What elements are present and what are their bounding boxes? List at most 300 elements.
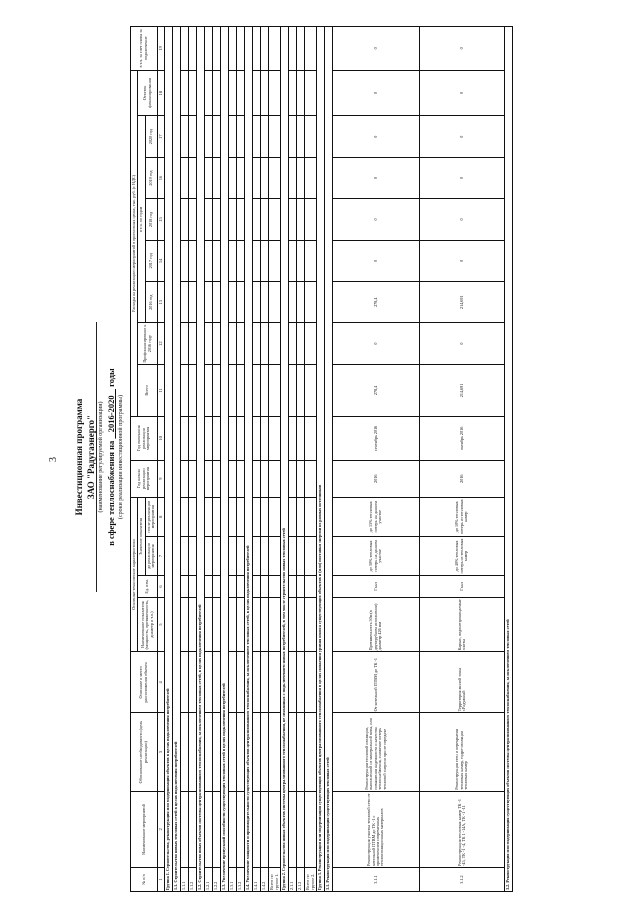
empty-cell: [229, 652, 237, 713]
empty-cell: [253, 417, 261, 461]
empty-cell: [205, 417, 213, 461]
empty-cell: [181, 597, 189, 651]
empty-cell: [305, 576, 317, 598]
empty-cell: [205, 460, 213, 497]
col-remaining: Остаток финансирования: [138, 70, 157, 116]
col-before: до реализации мероприятия: [145, 536, 157, 575]
empty-cell: [205, 576, 213, 598]
empty-cell: [297, 791, 305, 867]
col-incl-years: в т.ч. по годам: [138, 116, 145, 323]
empty-cell: [205, 70, 213, 116]
empty-cell: [229, 713, 237, 791]
empty-cell: [297, 199, 305, 240]
empty-cell: [213, 116, 221, 157]
group-label: Группа 3. Реконструкция или модернизация существующих объектов централизованного теплоснабжения в целях снижения уровня износа существующих объектов и (или) поставки энергии из разных источников: [316, 27, 324, 892]
empty-cell: [297, 70, 305, 116]
empty-cell: [229, 417, 237, 461]
empty-cell: [305, 597, 317, 651]
empty-cell: [229, 597, 237, 651]
empty-cell: [237, 323, 245, 364]
empty-cell: [181, 323, 189, 364]
investment-table: [130, 26, 513, 892]
group-label: 3.1. Реконструкция или модернизация существующих тепловых сетей: [324, 27, 332, 892]
empty-cell: [261, 597, 269, 651]
empty-cell: [181, 536, 189, 575]
column-number: 10: [157, 417, 165, 461]
empty-cell: [261, 70, 269, 116]
sphere-prefix: в сфере теплоснабжения на: [106, 440, 116, 546]
cell-remaining: 0: [419, 70, 504, 116]
empty-cell: [269, 157, 281, 198]
group-label: 1.3. Увеличение пропускной способности существующих тепловых сетей в целях подключения потребителей: [221, 27, 229, 892]
empty-cell: [189, 713, 197, 791]
cell-location: Территория жилой зоны г.Радужный: [419, 652, 504, 713]
empty-cell: [213, 282, 221, 323]
column-number: 4: [157, 652, 165, 713]
empty-cell: [305, 791, 317, 867]
empty-cell: [205, 157, 213, 198]
cell-no: 3.1.2: [419, 868, 504, 892]
empty-cell: [253, 364, 261, 416]
group-row: [165, 27, 173, 892]
empty-cell: [205, 364, 213, 416]
empty-cell: [229, 240, 237, 281]
empty-cell: [297, 576, 305, 598]
empty-cell: [253, 497, 261, 536]
empty-cell: [269, 364, 281, 416]
empty-cell: [269, 652, 281, 713]
empty-cell: [289, 323, 297, 364]
empty-cell: [253, 116, 261, 157]
empty-cell: [237, 70, 245, 116]
column-number: 18: [157, 70, 165, 116]
empty-cell: [237, 597, 245, 651]
empty-cell: [289, 157, 297, 198]
empty-cell: [297, 27, 305, 71]
group-label: 3.2. Реконструкция или модернизация существующих объектов системы централизованного теплоснабжения, за исключением тепловых сетей: [504, 27, 512, 892]
empty-cell: [189, 497, 197, 536]
empty-cell: [229, 536, 237, 575]
empty-cell: [205, 27, 213, 71]
group-row: [253, 27, 261, 892]
empty-cell: [213, 597, 221, 651]
cell-y2018: 0: [332, 199, 419, 240]
empty-cell: [289, 364, 297, 416]
col-end-year: Год окончания реализации мероприятия: [131, 417, 158, 461]
column-number: 11: [157, 364, 165, 416]
col-no: № п/п: [131, 868, 158, 892]
empty-cell: [297, 652, 305, 713]
sphere-line: [106, 22, 116, 892]
empty-cell: [305, 652, 317, 713]
empty-cell: [305, 116, 317, 157]
cell-y2020: 0: [332, 116, 419, 157]
cell-y2020: 0: [419, 116, 504, 157]
organization-name: ЗАО "Радугаэнерго": [86, 414, 96, 500]
cell-borrowed: 0: [332, 27, 419, 71]
empty-cell: [261, 240, 269, 281]
page-number: 3: [48, 457, 59, 462]
column-number: 3: [157, 713, 165, 791]
empty-cell: [189, 536, 197, 575]
empty-cell: [189, 157, 197, 198]
empty-cell: [261, 116, 269, 157]
column-number: 6: [157, 576, 165, 598]
empty-cell: [289, 282, 297, 323]
cell-financed: 0: [419, 323, 504, 364]
empty-cell: [289, 460, 297, 497]
empty-cell: [181, 157, 189, 198]
col-2017: 2017 год: [145, 240, 157, 281]
cell-name: Реконструкция тепловых камер ТК -1 -45, ТК -1 -4, ТК 1 -14А, ТК -1 -11: [419, 791, 504, 867]
empty-cell: [269, 199, 281, 240]
empty-cell: [213, 323, 221, 364]
table-row: [332, 27, 419, 892]
empty-cell: [189, 323, 197, 364]
empty-cell: [253, 536, 261, 575]
col-2016: 2016 год: [145, 282, 157, 323]
empty-cell: [189, 597, 197, 651]
empty-cell: [305, 536, 317, 575]
empty-cell: [205, 597, 213, 651]
empty-cell: [205, 791, 213, 867]
empty-cell: [269, 497, 281, 536]
group-row: [197, 27, 205, 892]
column-number: 2: [157, 791, 165, 867]
group-label: 1.3.1: [229, 868, 237, 892]
empty-cell: [297, 364, 305, 416]
empty-cell: [213, 791, 221, 867]
group-row: [205, 27, 213, 892]
empty-cell: [213, 364, 221, 416]
empty-cell: [253, 199, 261, 240]
cell-unit: Гкал: [332, 576, 419, 598]
empty-cell: [181, 364, 189, 416]
cell-start: 2016: [419, 460, 504, 497]
empty-cell: [189, 70, 197, 116]
empty-cell: [237, 417, 245, 461]
group-label: 1.1. Строительство новых тепловых сетей в целях подключения потребителей: [173, 27, 181, 892]
col-tech-unit: Ед. изм.: [138, 576, 157, 598]
cell-after: до 15% тепловых потерь на данном участке: [332, 497, 419, 536]
empty-cell: [289, 199, 297, 240]
empty-cell: [237, 652, 245, 713]
empty-cell: [229, 27, 237, 71]
empty-cell: [213, 27, 221, 71]
empty-cell: [189, 460, 197, 497]
group-row: [213, 27, 221, 892]
group-label: Группа 2. Строительство новых объектов системы централизованного теплоснабжения, не связанных с подключением новых потребителей, в том числе строительство новых тепловых сетей: [281, 27, 289, 892]
group-row: [245, 27, 253, 892]
group-label: Группа 1. Строительство, реконструкция или модернизация объектов в целях подключения потребителей: [165, 27, 173, 892]
empty-cell: [305, 460, 317, 497]
org-underline: [96, 322, 97, 592]
empty-cell: [229, 282, 237, 323]
column-number: 9: [157, 460, 165, 497]
group-row: [324, 27, 332, 892]
empty-cell: [229, 70, 237, 116]
cell-end: октябрь 2016: [419, 417, 504, 461]
empty-cell: [253, 652, 261, 713]
cell-y2019: 0: [332, 157, 419, 198]
cell-y2017: 0: [419, 240, 504, 281]
col-financed: Профинансировано к 2016 году: [138, 323, 157, 364]
table-row: [419, 27, 504, 892]
cell-y2018: 0: [419, 199, 504, 240]
group-label: 1.2.2: [213, 868, 221, 892]
empty-cell: [189, 27, 197, 71]
empty-cell: [305, 157, 317, 198]
cell-name: Реконструкция участка тепловой сети от котельной ПТВМ до ТК -1 с применением современных теплоизоляционных материалов: [332, 791, 419, 867]
empty-cell: [205, 116, 213, 157]
empty-cell: [253, 27, 261, 71]
group-label: 1.2.1: [205, 868, 213, 892]
empty-cell: [253, 791, 261, 867]
column-number: 8: [157, 497, 165, 536]
group-row: [289, 27, 297, 892]
cell-end: сентябрь 2016: [332, 417, 419, 461]
group-row: [504, 27, 512, 892]
empty-cell: [297, 713, 305, 791]
group-row: [221, 27, 229, 892]
column-number: 19: [157, 27, 165, 71]
empty-cell: [253, 240, 261, 281]
empty-cell: [269, 116, 281, 157]
empty-cell: [297, 536, 305, 575]
empty-cell: [213, 199, 221, 240]
group-label: 2.1.1: [289, 868, 297, 892]
column-number: 7: [157, 536, 165, 575]
empty-cell: [289, 27, 297, 71]
empty-cell: [237, 27, 245, 71]
col-costs: Расходы на реализацию мероприятий в прогнозных ценах, тыс. руб. (с НДС): [131, 70, 138, 416]
empty-cell: [213, 240, 221, 281]
empty-cell: [213, 536, 221, 575]
empty-cell: [189, 116, 197, 157]
empty-cell: [305, 713, 317, 791]
cell-borrowed: 0: [419, 27, 504, 71]
empty-cell: [297, 323, 305, 364]
empty-cell: [181, 240, 189, 281]
col-after: после реализации мероприятия: [145, 497, 157, 536]
empty-cell: [261, 536, 269, 575]
column-number: 1: [157, 868, 165, 892]
empty-cell: [289, 652, 297, 713]
empty-cell: [261, 460, 269, 497]
empty-cell: [269, 282, 281, 323]
empty-cell: [229, 497, 237, 536]
col-tech-name: Наименование показателя (мощность, протяженность, диаметр и т.п.): [138, 597, 157, 651]
empty-cell: [229, 323, 237, 364]
group-row: [316, 27, 324, 892]
empty-cell: [269, 597, 281, 651]
empty-cell: [205, 240, 213, 281]
empty-cell: [181, 713, 189, 791]
empty-cell: [213, 417, 221, 461]
empty-cell: [189, 282, 197, 323]
empty-cell: [181, 497, 189, 536]
col-borrowed: в т.ч. за счет платы за подключение: [131, 27, 158, 71]
empty-cell: [269, 791, 281, 867]
empty-cell: [205, 323, 213, 364]
empty-cell: [205, 713, 213, 791]
empty-cell: [297, 157, 305, 198]
column-number: 17: [157, 116, 165, 157]
empty-cell: [213, 157, 221, 198]
cell-basis: Реконструкция стен и перекрытия тепловых камер, гидро-изоляции тепловых камер: [419, 713, 504, 791]
empty-cell: [229, 199, 237, 240]
empty-cell: [289, 497, 297, 536]
cell-total: 214,691: [419, 364, 504, 416]
empty-cell: [261, 576, 269, 598]
empty-cell: [213, 497, 221, 536]
empty-cell: [289, 791, 297, 867]
empty-cell: [297, 282, 305, 323]
empty-cell: [297, 240, 305, 281]
empty-cell: [305, 199, 317, 240]
empty-cell: [237, 116, 245, 157]
cell-before: до 40% тепловых потерь из тепловых камер: [419, 536, 504, 575]
empty-cell: [261, 323, 269, 364]
empty-cell: [305, 282, 317, 323]
empty-cell: [237, 713, 245, 791]
column-number: 15: [157, 199, 165, 240]
program-period: 2016-2020: [106, 395, 116, 433]
empty-cell: [189, 199, 197, 240]
cell-start: 2016: [332, 460, 419, 497]
col-2018: 2018 год: [145, 199, 157, 240]
column-number: 12: [157, 323, 165, 364]
empty-cell: [189, 364, 197, 416]
empty-cell: [237, 364, 245, 416]
empty-cell: [253, 576, 261, 598]
empty-cell: [237, 240, 245, 281]
empty-cell: [237, 199, 245, 240]
empty-cell: [297, 597, 305, 651]
empty-cell: [297, 497, 305, 536]
empty-cell: [181, 282, 189, 323]
empty-cell: [253, 597, 261, 651]
empty-cell: [229, 116, 237, 157]
empty-cell: [269, 713, 281, 791]
column-number: 5: [157, 597, 165, 651]
rotated-sheet: [68, 22, 528, 892]
group-label: 1.4.2: [261, 868, 269, 892]
empty-cell: [181, 460, 189, 497]
empty-cell: [261, 199, 269, 240]
empty-cell: [181, 27, 189, 71]
empty-cell: [269, 417, 281, 461]
empty-cell: [237, 536, 245, 575]
empty-cell: [305, 497, 317, 536]
group-row: [229, 27, 237, 892]
empty-cell: [181, 417, 189, 461]
cell-basis: Реконструкция тепловой изоляции, выполненной из минеральной ваты, или повышения надежности и качества теплоснабжения, снижение потерь тепловой энергии при ее передаче: [332, 713, 419, 791]
program-title: Инвестиционная программа: [74, 398, 84, 516]
empty-cell: [189, 417, 197, 461]
empty-cell: [189, 240, 197, 281]
empty-cell: [269, 460, 281, 497]
empty-cell: [305, 70, 317, 116]
empty-cell: [229, 791, 237, 867]
empty-cell: [237, 497, 245, 536]
empty-cell: [237, 282, 245, 323]
column-number: 13: [157, 282, 165, 323]
group-row: [297, 27, 305, 892]
column-number-row: [157, 27, 165, 892]
empty-cell: [237, 576, 245, 598]
empty-cell: [189, 652, 197, 713]
group-row: [305, 27, 317, 892]
empty-cell: [297, 417, 305, 461]
cell-y2016: 214,691: [419, 282, 504, 323]
empty-cell: [237, 157, 245, 198]
col-tech: Основные технические характеристики: [131, 497, 138, 652]
empty-cell: [181, 652, 189, 713]
empty-cell: [261, 791, 269, 867]
empty-cell: [181, 199, 189, 240]
cell-y2019: 0: [419, 157, 504, 198]
group-row: [181, 27, 189, 892]
empty-cell: [213, 460, 221, 497]
sphere-suffix: годы: [106, 368, 116, 387]
group-label: 1.4. Увеличение мощности и производительности существующих объектов централизованного теплоснабжения, за исключением тепловых сетей, в целях подключения потребителей: [245, 27, 253, 892]
empty-cell: [261, 497, 269, 536]
cell-remaining: 0: [332, 70, 419, 116]
cell-total: 278,4: [332, 364, 419, 416]
empty-cell: [205, 536, 213, 575]
empty-cell: [237, 791, 245, 867]
empty-cell: [213, 576, 221, 598]
column-number: 16: [157, 157, 165, 198]
cell-after: до 10% тепловых потерь из тепловых камер: [419, 497, 504, 536]
cell-y2017: 0: [332, 240, 419, 281]
cell-no: 3.1.1: [332, 868, 419, 892]
group-label: 2.1.2: [297, 868, 305, 892]
group-label: 1.3.2: [237, 868, 245, 892]
empty-cell: [289, 576, 297, 598]
empty-cell: [305, 240, 317, 281]
empty-cell: [261, 157, 269, 198]
empty-cell: [289, 713, 297, 791]
group-label: 1.4.1: [253, 868, 261, 892]
group-row: [261, 27, 269, 892]
empty-cell: [289, 240, 297, 281]
empty-cell: [205, 282, 213, 323]
empty-cell: [205, 652, 213, 713]
group-label: Всего по группе 1.: [269, 868, 281, 892]
empty-cell: [213, 70, 221, 116]
column-number: 14: [157, 240, 165, 281]
cell-tech-name: Протяженность 50м (в двухтрубном исполнении) диаметр 426 мм: [332, 597, 419, 651]
col-tech-value: Значение показателя: [138, 497, 145, 575]
cell-before: до 30% тепловых потерь на данном участке: [332, 536, 419, 575]
empty-cell: [305, 364, 317, 416]
empty-cell: [297, 460, 305, 497]
empty-cell: [269, 576, 281, 598]
cell-y2016: 278,4: [332, 282, 419, 323]
empty-cell: [261, 27, 269, 71]
col-basis: Обоснование необходимости (цель реализации): [131, 713, 158, 791]
empty-cell: [181, 791, 189, 867]
group-row: [189, 27, 197, 892]
empty-cell: [229, 460, 237, 497]
empty-cell: [205, 497, 213, 536]
empty-cell: [305, 417, 317, 461]
group-row: [237, 27, 245, 892]
empty-cell: [305, 323, 317, 364]
empty-cell: [253, 460, 261, 497]
